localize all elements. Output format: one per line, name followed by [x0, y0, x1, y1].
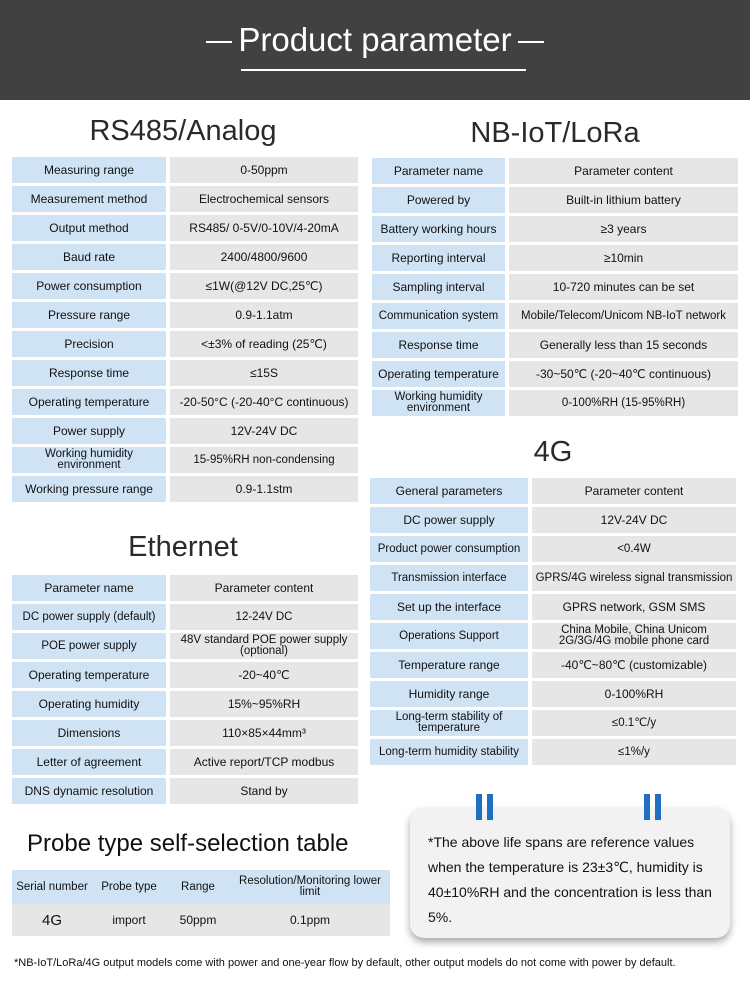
spec-row [12, 360, 358, 386]
spec-row [12, 749, 358, 775]
spec-param-name: Dimensions [12, 720, 166, 746]
spec-row [12, 186, 358, 212]
title-right-dash [518, 41, 544, 43]
probe-header-row [12, 870, 390, 904]
spec-row [370, 652, 736, 678]
spec-row [12, 575, 358, 601]
spec-row [372, 274, 738, 300]
spec-param-name: Precision [12, 331, 166, 357]
spec-row [372, 187, 738, 213]
spec-row [12, 331, 358, 357]
spec-param-name: Transmission interface [370, 565, 528, 591]
spec-param-value: Parameter content [532, 478, 736, 504]
spec-param-name: Working pressure range [12, 476, 166, 502]
spec-param-name: POE power supply [12, 633, 166, 659]
spec-row [12, 273, 358, 299]
spec-param-name: Power supply [12, 418, 166, 444]
spec-param-name: Pressure range [12, 302, 166, 328]
spec-param-value: 110×85×44mm³ [170, 720, 358, 746]
nbiot-section-title: NB-IoT/LoRa [470, 117, 640, 149]
spec-param-name: Operations Support [370, 623, 528, 649]
spec-row [12, 476, 358, 502]
spec-param-value: GPRS/4G wireless signal transmission [532, 565, 736, 591]
spec-row [12, 157, 358, 183]
quote-mark-icon [644, 794, 666, 820]
spec-param-value: ≤1W(@12V DC,25℃) [170, 273, 358, 299]
spec-param-name: DNS dynamic resolution [12, 778, 166, 804]
spec-param-value: 15%~95%RH [170, 691, 358, 717]
spec-param-name: DC power supply (default) [12, 604, 166, 630]
spec-param-value: 0-100%RH (15-95%RH) [509, 390, 738, 416]
spec-param-value: -20~40℃ [170, 662, 358, 688]
spec-row [12, 302, 358, 328]
spec-param-value: 12V-24V DC [170, 418, 358, 444]
spec-param-value: RS485/ 0-5V/0-10V/4-20mA [170, 215, 358, 241]
spec-param-name: Operating temperature [12, 662, 166, 688]
spec-param-name: Set up the interface [370, 594, 528, 620]
spec-row [12, 691, 358, 717]
spec-param-name: General parameters [370, 478, 528, 504]
spec-param-name: Power consumption [12, 273, 166, 299]
footnote: *NB-IoT/LoRa/4G output models come with power and one-year flow by default, other output models do not come with power by default. [14, 957, 676, 969]
spec-param-name: Working humidity environment [372, 390, 505, 416]
spec-param-value: 12-24V DC [170, 604, 358, 630]
spec-param-name: Working humidity environment [12, 447, 166, 473]
spec-param-name: Long-term stability of temperature [370, 710, 528, 736]
spec-param-name: Response time [372, 332, 505, 358]
spec-param-name: Long-term humidity stability [370, 739, 528, 765]
probe-cell: 0.1ppm [230, 904, 390, 936]
spec-row [372, 332, 738, 358]
spec-param-name: Operating temperature [372, 361, 505, 387]
spec-row [370, 478, 736, 504]
spec-param-name: Humidity range [370, 681, 528, 707]
spec-param-value: Mobile/Telecom/Unicom NB-IoT network [509, 303, 738, 329]
spec-row [370, 623, 736, 649]
spec-param-name: Letter of agreement [12, 749, 166, 775]
spec-param-value: 0.9-1.1atm [170, 302, 358, 328]
probe-header-cell: Range [166, 870, 230, 904]
probe-header-cell: Serial number [12, 870, 92, 904]
spec-param-value: 12V-24V DC [532, 507, 736, 533]
spec-param-name: Parameter name [12, 575, 166, 601]
page-title: Product parameter [238, 21, 512, 58]
spec-param-name: Product power consumption [370, 536, 528, 562]
spec-param-value: 0.9-1.1stm [170, 476, 358, 502]
spec-row [372, 245, 738, 271]
g4-section-title: 4G [533, 436, 573, 468]
spec-row [370, 710, 736, 736]
spec-param-name: Baud rate [12, 244, 166, 270]
nbiot-spec-table [372, 155, 738, 419]
spec-param-name: Sampling interval [372, 274, 505, 300]
spec-param-name: Battery working hours [372, 216, 505, 242]
spec-param-name: Output method [12, 215, 166, 241]
g4-spec-table [370, 475, 736, 768]
spec-param-value: GPRS network, GSM SMS [532, 594, 736, 620]
spec-param-name: Measuring range [12, 157, 166, 183]
spec-param-value: ≥3 years [509, 216, 738, 242]
spec-param-value: Parameter content [509, 158, 738, 184]
probe-section-title: Probe type self-selection table [27, 830, 349, 857]
ethernet-spec-table [12, 572, 358, 807]
spec-param-value: -40℃~80℃ (customizable) [532, 652, 736, 678]
spec-param-value: 15-95%RH non-condensing [170, 447, 358, 473]
spec-param-value: ≤15S [170, 360, 358, 386]
spec-row [370, 681, 736, 707]
spec-row [370, 536, 736, 562]
spec-param-name: Operating humidity [12, 691, 166, 717]
spec-row [370, 739, 736, 765]
spec-param-value: <±3% of reading (25℃) [170, 331, 358, 357]
spec-param-value: Built-in lithium battery [509, 187, 738, 213]
spec-param-value: Generally less than 15 seconds [509, 332, 738, 358]
spec-row [12, 662, 358, 688]
spec-row [372, 216, 738, 242]
spec-param-name: Powered by [372, 187, 505, 213]
title-underline [241, 69, 526, 71]
rs485-section-title: RS485/Analog [89, 115, 277, 147]
spec-param-value: <0.4W [532, 536, 736, 562]
spec-param-name: Parameter name [372, 158, 505, 184]
spec-param-value: Active report/TCP modbus [170, 749, 358, 775]
spec-param-name: Response time [12, 360, 166, 386]
spec-param-value: -20-50°C (-20-40°C continuous) [170, 389, 358, 415]
spec-row [12, 604, 358, 630]
spec-param-name: Measurement method [12, 186, 166, 212]
spec-row [370, 507, 736, 533]
spec-param-value: 48V standard POE power supply (optional) [170, 633, 358, 659]
note-text: *The above life spans are reference values when the temperature is 23±3℃, humidity is 40±10%RH and the concentration is less than 5%. [428, 834, 712, 925]
spec-row [12, 215, 358, 241]
spec-row [372, 158, 738, 184]
probe-cell: import [92, 904, 166, 936]
rs485-spec-table [12, 154, 358, 505]
spec-param-value: ≤1%/y [532, 739, 736, 765]
spec-row [12, 244, 358, 270]
spec-param-value: Electrochemical sensors [170, 186, 358, 212]
probe-cell: 50ppm [166, 904, 230, 936]
spec-param-value: 2400/4800/9600 [170, 244, 358, 270]
spec-param-value: -30~50℃ (-20~40℃ continuous) [509, 361, 738, 387]
probe-data-row [12, 904, 390, 936]
spec-row [370, 594, 736, 620]
spec-row [12, 418, 358, 444]
probe-header-cell: Probe type [92, 870, 166, 904]
spec-row [372, 361, 738, 387]
spec-param-value: 10-720 minutes can be set [509, 274, 738, 300]
spec-param-name: Temperature range [370, 652, 528, 678]
probe-table [12, 870, 390, 936]
probe-cell: 4G [12, 904, 92, 936]
spec-param-name: Communication system [372, 303, 505, 329]
title-left-dash [206, 41, 232, 43]
spec-row [12, 389, 358, 415]
spec-row [12, 633, 358, 659]
spec-param-name: Reporting interval [372, 245, 505, 271]
spec-row [12, 720, 358, 746]
quote-mark-icon [476, 794, 498, 820]
probe-header-cell: Resolution/Monitoring lower limit [230, 870, 390, 904]
spec-param-value: 0-50ppm [170, 157, 358, 183]
spec-param-value: ≤0.1℃/y [532, 710, 736, 736]
spec-param-value: China Mobile, China Unicom 2G/3G/4G mobile phone card [532, 623, 736, 649]
spec-param-value: Stand by [170, 778, 358, 804]
spec-row [12, 447, 358, 473]
spec-row [372, 303, 738, 329]
spec-param-value: Parameter content [170, 575, 358, 601]
spec-row [12, 778, 358, 804]
spec-param-value: ≥10min [509, 245, 738, 271]
banner-title-row [0, 20, 750, 60]
spec-row [370, 565, 736, 591]
ethernet-section-title: Ethernet [128, 531, 238, 563]
spec-param-name: DC power supply [370, 507, 528, 533]
spec-param-value: 0-100%RH [532, 681, 736, 707]
spec-row [372, 390, 738, 416]
spec-param-name: Operating temperature [12, 389, 166, 415]
